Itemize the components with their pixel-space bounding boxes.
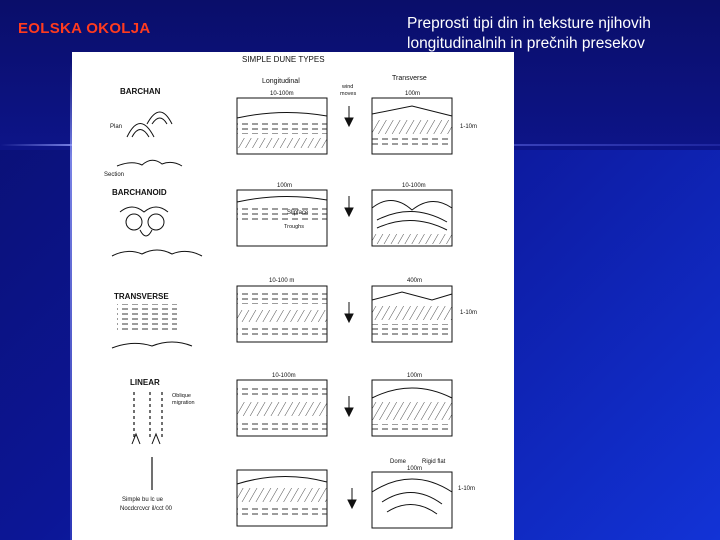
wind-arrow-1	[345, 106, 353, 126]
slide-subtitle	[407, 14, 707, 54]
r2-transverse-box	[372, 190, 452, 246]
r3-long-scale: 10-100 m	[269, 278, 295, 284]
r4-longitudinal-box	[237, 380, 327, 436]
oblique-label: Oblique	[172, 393, 191, 399]
barchan-plan-sketch	[127, 112, 172, 137]
troughs-label: Troughs	[284, 224, 304, 230]
barchanoid-section-sketch	[112, 250, 202, 256]
subtitle-line-1: Preprosti tipi din in teksture njihovih	[407, 15, 651, 32]
dune-types-figure	[72, 52, 514, 540]
oblique-label-2: migration	[172, 400, 195, 406]
r4-transverse-box	[372, 380, 452, 436]
r5-dome-label: Dome	[390, 459, 407, 465]
col-transverse-label: Transverse	[392, 75, 427, 82]
r1-longitudinal-box	[237, 98, 327, 154]
wind-arrow-3	[345, 302, 353, 322]
r2-longitudinal-box	[237, 190, 327, 246]
r2-trans-scale: 10-100m	[402, 183, 426, 189]
slipface-label: Slipface	[287, 210, 309, 216]
figure-header: SIMPLE DUNE TYPES	[242, 55, 325, 64]
plan-label: Plan	[110, 124, 123, 130]
r5-longitudinal-box	[237, 470, 327, 526]
barchanoid-plan-sketch	[120, 207, 168, 236]
linear-section-sketch	[132, 434, 160, 444]
r5-trans-scale: 100m	[407, 466, 423, 472]
slide-title: EOLSKA OKOLJA	[18, 20, 151, 37]
transverse-plan-sketch	[117, 304, 177, 330]
label-barchan: BARCHAN	[120, 87, 161, 96]
simple-dome-label-1: Simple bu lc ue	[122, 497, 164, 503]
r3-side-scale: 1-10m	[460, 310, 478, 316]
r3-trans-scale: 400m	[407, 278, 423, 284]
r1-side-scale: 1-10m	[460, 124, 478, 130]
r4-long-scale: 10-100m	[272, 373, 296, 379]
label-linear: LINEAR	[130, 378, 160, 387]
wind-arrow-4	[345, 396, 353, 416]
r3-longitudinal-box	[237, 286, 327, 342]
r3-transverse-box	[372, 286, 452, 342]
transverse-section-sketch	[112, 342, 192, 348]
r1-long-scale: 10-100m	[270, 91, 294, 97]
label-barchanoid: BARCHANOID	[112, 188, 167, 197]
r4-trans-scale: 100m	[407, 373, 423, 379]
wind-arrow-2	[345, 196, 353, 216]
r1-trans-scale: 100m	[405, 91, 421, 97]
simple-dome-label-2: Nocdcrcvcr il/cct 00	[120, 506, 173, 512]
barchan-section-sketch	[117, 160, 182, 166]
wind-arrow-5	[348, 488, 356, 508]
r5-rigid-label: Rigid flat	[422, 459, 446, 465]
subtitle-line-2: longitudinalnih in prečnih presekov	[407, 35, 645, 52]
r1-transverse-box	[372, 98, 452, 154]
r5-side-scale: 1-10m	[458, 486, 476, 492]
linear-plan-sketch	[134, 392, 162, 437]
r2-long-scale: 100m	[277, 183, 293, 189]
col-longitudinal-label: Longitudinal	[262, 78, 300, 85]
section-label: Section	[104, 172, 125, 178]
wind-label-2: moves	[340, 91, 357, 97]
r5-transverse-box	[372, 472, 452, 528]
wind-label: wind	[342, 84, 354, 90]
label-transverse: TRANSVERSE	[114, 292, 169, 301]
dune-diagram	[72, 52, 514, 540]
